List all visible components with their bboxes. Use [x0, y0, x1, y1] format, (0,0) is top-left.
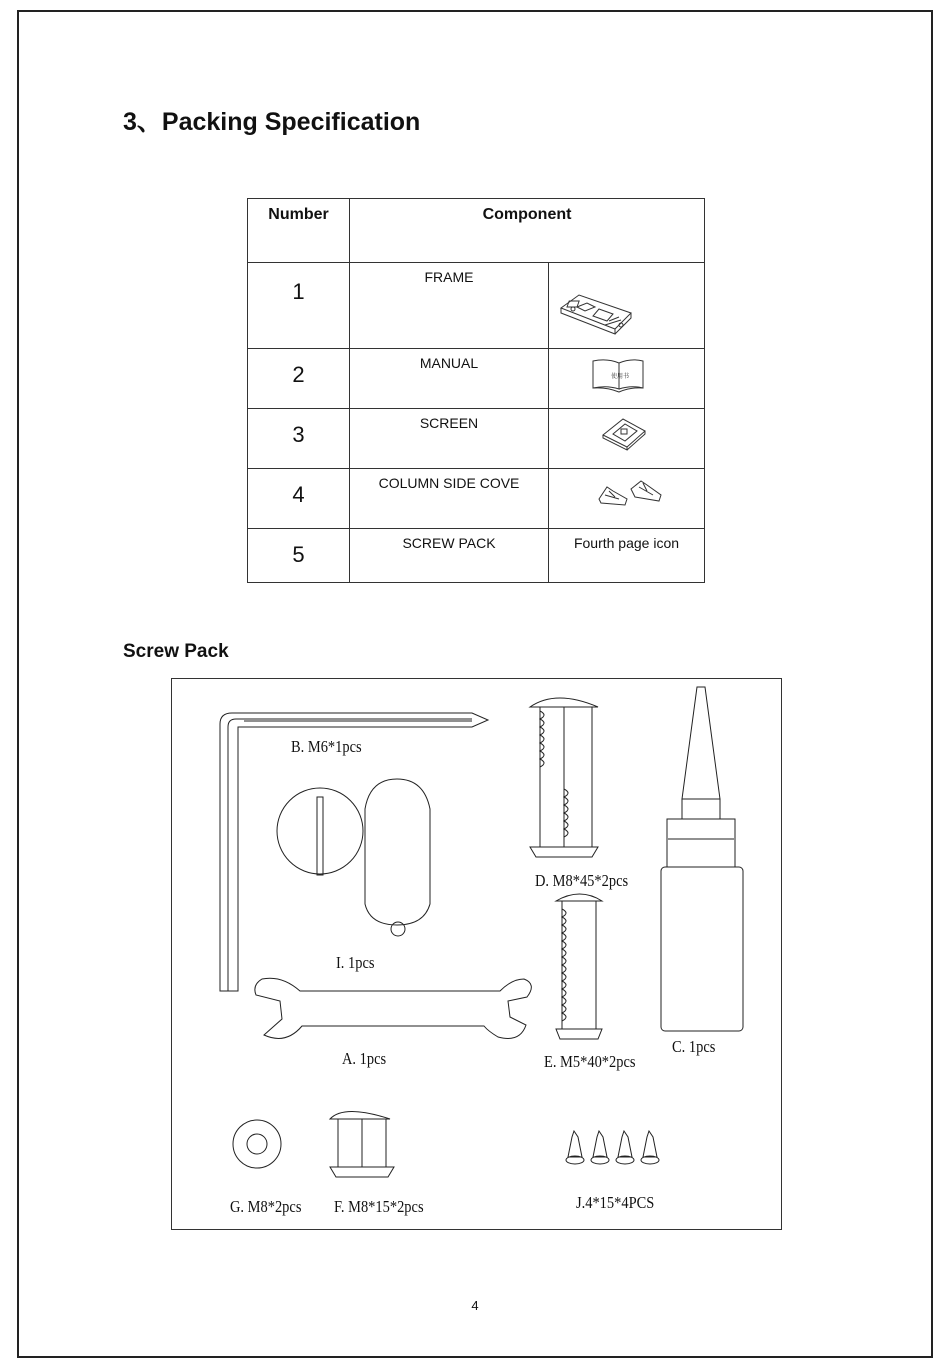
- table-row: [248, 349, 705, 409]
- screw-pack-title: Screw Pack: [123, 641, 229, 662]
- component-name: FRAME: [350, 263, 549, 349]
- packing-table: [247, 198, 705, 583]
- row-number: 3: [248, 409, 350, 469]
- side-cover-icon: [549, 469, 705, 529]
- label-j: J.4*15*4PCS: [576, 1193, 655, 1212]
- washer-icon: [233, 1120, 281, 1168]
- section-title: 3、Packing Specification: [123, 108, 421, 136]
- screen-icon: [549, 409, 705, 469]
- label-e: E. M5*40*2pcs: [544, 1052, 636, 1071]
- component-name: SCREEN: [350, 409, 549, 469]
- row-number: 4: [248, 469, 350, 529]
- table-row: [248, 469, 705, 529]
- table-row: [248, 409, 705, 469]
- page-number: 4: [471, 1298, 479, 1313]
- row-number: 1: [248, 263, 350, 349]
- frame-icon: [549, 263, 705, 349]
- cap-icon: [277, 779, 430, 936]
- manual-icon: [549, 349, 705, 409]
- row-number: 2: [248, 349, 350, 409]
- component-name: SCREW PACK: [350, 529, 549, 583]
- label-b: B. M6*1pcs: [291, 737, 362, 756]
- label-a: A. 1pcs: [342, 1049, 387, 1068]
- row-number: 5: [248, 529, 350, 583]
- glue-bottle-icon: [661, 687, 743, 1031]
- component-name: MANUAL: [350, 349, 549, 409]
- label-f: F. M8*15*2pcs: [334, 1197, 424, 1216]
- tapping-screw-icon: [566, 1131, 659, 1164]
- bolt-f-icon: [330, 1112, 394, 1178]
- header-number: Number: [248, 199, 350, 263]
- screw-pack-image-text: Fourth page icon: [549, 529, 705, 583]
- bolt-d-icon: [530, 698, 598, 857]
- bolt-e-icon: [556, 894, 602, 1039]
- component-name: COLUMN SIDE COVE: [350, 469, 549, 529]
- label-c: C. 1pcs: [672, 1037, 716, 1056]
- label-d: D. M8*45*2pcs: [535, 871, 629, 890]
- label-g: G. M8*2pcs: [230, 1197, 302, 1216]
- table-row: [248, 529, 705, 583]
- manual-cover-text: 使用书: [611, 373, 630, 380]
- header-component: Component: [350, 199, 705, 263]
- label-i: I. 1pcs: [336, 953, 375, 972]
- table-row: [248, 263, 705, 349]
- wrench-icon: [255, 978, 531, 1038]
- screw-pack-diagram: [171, 678, 782, 1230]
